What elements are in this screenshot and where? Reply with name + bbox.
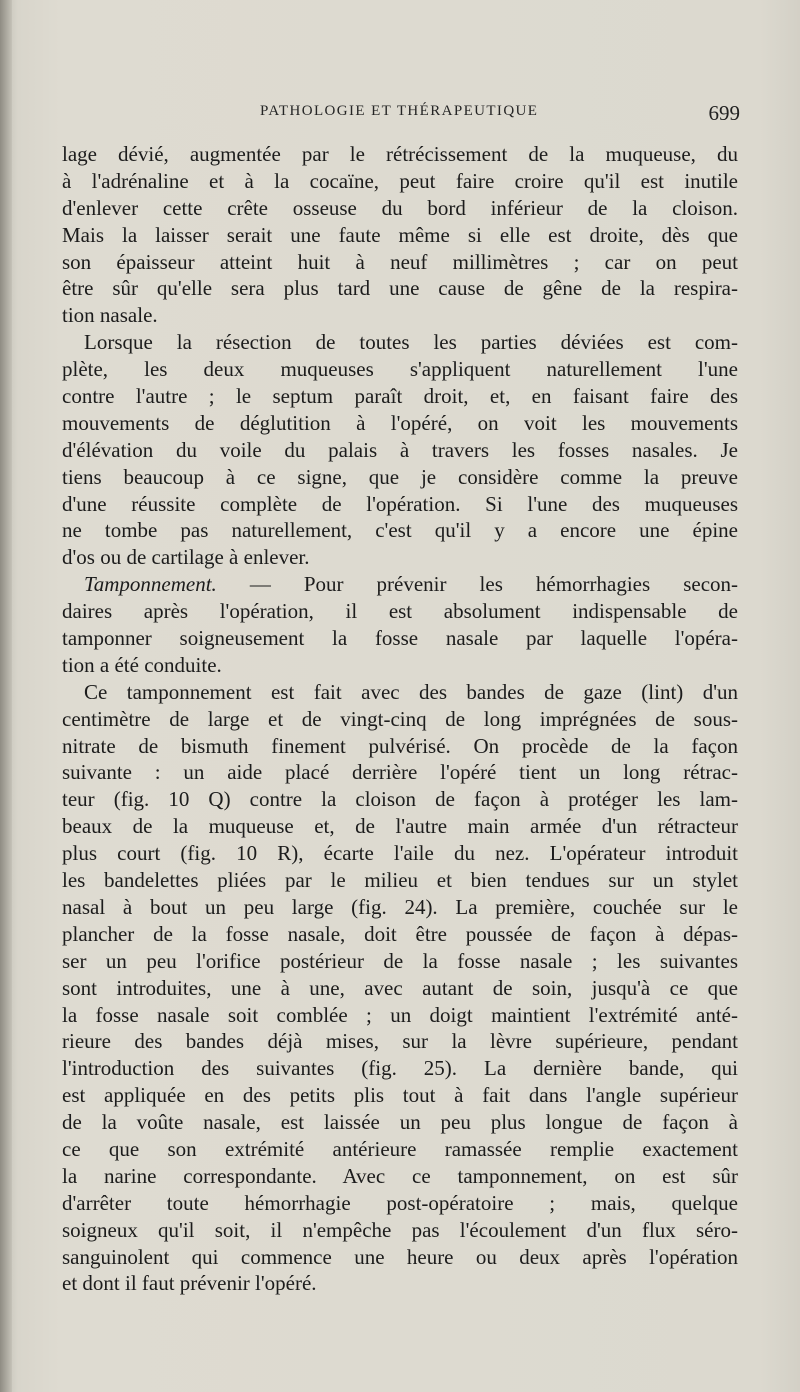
text-line: les bandelettes pliées par le milieu et bien tendues sur un stylet [62,868,738,893]
text-line: tion a été conduite. [62,652,222,677]
text-line: être sûr qu'elle sera plus tard une cause de gêne de la respira- [62,276,738,301]
page-header [62,101,740,127]
text-line: d'une réussite complète de l'opération. Si l'une des muqueuses [62,491,738,516]
text-line: centimètre de large et de vingt-cinq de long imprégnées de sous- [62,706,738,731]
text-line: plancher de la fosse nasale, doit être poussée de façon à dépas- [62,921,738,946]
text-line: suivante : un aide placé derrière l'opéré tient un long rétrac- [62,760,738,785]
section-heading-text: Pour prévenir les hémorrhagies secon- [303,572,738,597]
text-line: d'élévation du voile du palais à travers les fosses nasales. Je [62,437,738,462]
text-line: d'arrêter toute hémorrhagie post-opératoire ; mais, quelque [62,1190,738,1215]
text-line: plète, les deux muqueuses s'appliquent naturellement l'une [62,357,738,382]
text-line: ce que son extrémité antérieure ramassée remplie exactement [62,1136,738,1161]
paragraph-start-line: Ce tamponnement est fait avec des bandes de gaze (lint) d'un [84,679,738,704]
text-line: sanguinolent qui commence une heure ou deux après l'opération [62,1244,738,1269]
page-edge-shadow [0,0,12,1392]
text-line: daires après l'opération, il est absolument indispensable de [62,599,738,624]
text-line: la narine correspondante. Avec ce tamponnement, on est sûr [62,1163,738,1188]
text-line: son épaisseur atteint huit à neuf millimètres ; car on peut [62,249,738,274]
text-line: sont introduites, une à une, avec autant de soin, jusqu'à ce que [62,975,738,1000]
section-title: Tamponnement. [84,572,217,597]
text-line: tamponner soigneusement la fosse nasale par laquelle l'opéra- [62,626,738,651]
text-line: teur (fig. 10 Q) contre la cloison de façon à protéger les lam- [62,787,738,812]
text-line: d'enlever cette crête osseuse du bord inférieur de la cloison. [62,195,738,220]
text-line: tion nasale. [62,303,158,328]
page-number: 699 [708,101,740,125]
text-line: et dont il faut prévenir l'opéré. [62,1271,317,1296]
section-dash: — [216,572,304,597]
text-line: l'introduction des suivantes (fig. 25). La dernière bande, qui [62,1056,738,1081]
text-line: ser un peu l'orifice postérieur de la fosse nasale ; les suivantes [62,948,738,973]
text-line: rieure des bandes déjà mises, sur la lèvre supérieure, pendant [62,1029,738,1054]
text-line: beaux de la muqueuse et, de l'autre main armée d'un rétracteur [62,814,738,839]
text-line: plus court (fig. 10 R), écarte l'aile du nez. L'opérateur introduit [62,841,738,866]
paragraph-start-line: Lorsque la résection de toutes les parties déviées est com- [84,330,738,355]
text-line: nitrate de bismuth finement pulvérisé. On procède de la façon [62,733,738,758]
section-heading-line [62,571,738,598]
text-line: lage dévié, augmentée par le rétrécissement de la muqueuse, du [62,142,738,166]
text-line: nasal à bout un peu large (fig. 24). La première, couchée sur le [62,894,738,919]
text-line: tiens beaucoup à ce signe, que je considère comme la preuve [62,464,738,489]
text-line: d'os ou de cartilage à enlever. [62,545,310,570]
text-line: mouvements de déglutition à l'opéré, on voit les mouvements [62,410,738,435]
text-line: Mais la laisser serait une faute même si elle est droite, dès que [62,222,738,247]
text-line: la fosse nasale soit comblée ; un doigt maintient l'extrémité anté- [62,1002,738,1027]
text-line: est appliquée en des petits plis tout à fait dans l'angle supérieur [62,1083,738,1108]
text-line: soigneux qu'il soit, il n'empêche pas l'écoulement d'un flux séro- [62,1217,738,1242]
body-text [62,141,738,1297]
text-line: ne tombe pas naturellement, c'est qu'il y a encore une épine [62,518,738,543]
text-line: à l'adrénaline et à la cocaïne, peut faire croire qu'il est inutile [62,168,738,193]
text-line: de la voûte nasale, est laissée un peu plus longue de façon à [62,1110,738,1135]
running-head: PATHOLOGIE ET THÉRAPEUTIQUE [260,103,539,119]
text-line: contre l'autre ; le septum paraît droit, et, en faisant faire des [62,384,738,409]
